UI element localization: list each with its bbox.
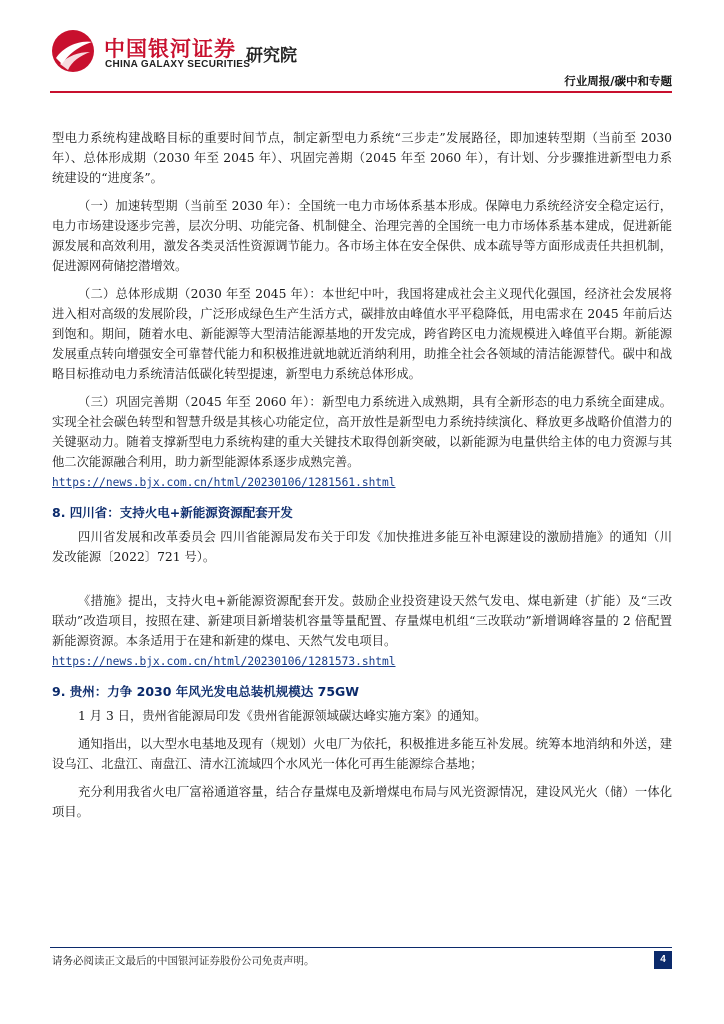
- intro-paragraph: 型电力系统构建战略目标的重要时间节点，制定新型电力系统“三步走”发展路径，即加速转型期（当前至 2030 年）、总体形成期（2030 年至 2045 年）、巩固完善期（2045 年至 2060 年），有计划、分步骤推进新型电力系统建设的“进度条”。: [52, 131, 672, 185]
- footer-divider: [50, 947, 672, 948]
- header-divider: [50, 91, 672, 93]
- page-header: [0, 0, 724, 92]
- logo-english-name: CHINA GALAXY SECURITIES: [105, 59, 251, 70]
- phase1-paragraph: （一）加速转型期（当前至 2030 年）：全国统一电力市场体系基本形成。保障电力系统经济安全稳定运行，电力市场建设逐步完善，层次分明、功能完备、机制健全、治理完善的全国统一电力市场体系基本建成，促进新能源发展和高效利用，激发各类灵活性资源调节能力。各市场主体在安全保供、成本疏导等方面形成责任共担机制，促进源网荷储挖潜增效。: [52, 199, 672, 273]
- phase2-paragraph: （二）总体形成期（2030 年至 2045 年）：本世纪中叶，我国将建成社会主义现代化强国，经济社会发展将进入相对高级的发展阶段，广泛形成绿色生产生活方式，碳排放由峰值水平平稳降低，用电需求在 2045 年前后达到饱和。期间，随着水电、新能源等大型清洁能源基地的开发完成，跨省跨区电力流规模进入峰值平台期。新能源发展重点转向增强安全可靠替代能力和积极推进就地就近消纳利用，助推全社会各领域的清洁能源替代。碳中和战略目标推动电力系统清洁低碳化转型提速，新型电力系统总体形成。: [52, 287, 672, 381]
- report-type: 行业周报/碳中和专题: [564, 74, 672, 88]
- source-link-1[interactable]: https://news.bjx.com.cn/html/20230106/1281561.shtml: [52, 476, 396, 489]
- section-9-para-3: 充分利用我省火电厂富裕通道容量，结合存量煤电及新增煤电布局与风光资源情况，建设风光火（储）一体化项目。: [52, 785, 672, 819]
- footer-disclaimer: 请务必阅读正文最后的中国银河证券股份公司免责声明。: [52, 955, 315, 967]
- section-9-title: 9. 贵州：力争 2030 年风光发电总装机规模达 75GW: [52, 684, 360, 699]
- section-8-body: 《措施》提出，支持火电+新能源资源配套开发。鼓励企业投资建设天然气发电、煤电新建（扩能）及“三改联动”改造项目，按照在建、新建项目新增装机容量等量配置、存量煤电机组“三改联动”新增调峰容量的 2 倍配置新能源资源。本条适用于在建和新建的煤电、天然气发电项目。: [52, 594, 672, 648]
- phase3-paragraph: （三）巩固完善期（2045 年至 2060 年）：新型电力系统进入成熟期，具有全新形态的电力系统全面建成。实现全社会碳色转型和智慧升级是其核心功能定位，高开放性是新型电力系统持续演化、释放更多战略价值潜力的关键驱动力。随着支撑新型电力系统构建的重大关键技术取得创新突破，以新能源为电量供给主体的电力资源与其他二次能源融合利用，助力新型能源体系逐步成熟完善。: [52, 395, 672, 469]
- institute-label: 研究院: [246, 46, 297, 66]
- source-link-2[interactable]: https://news.bjx.com.cn/html/20230106/1281573.shtml: [52, 655, 396, 668]
- page-number: 4: [654, 951, 672, 969]
- main-content: [52, 128, 672, 822]
- logo-chinese-name: 中国银河证券: [104, 37, 236, 61]
- section-8-title: 8. 四川省：支持火电+新能源资源配套开发: [52, 505, 293, 520]
- section-9-para-2: 通知指出，以大型水电基地及现有（规划）火电厂为依托，积极推进多能互补发展。统筹本地消纳和外送，建设乌江、北盘江、南盘江、清水江流域四个水风光一体化可再生能源综合基地；: [52, 737, 672, 771]
- section-9-para-1: 1 月 3 日，贵州省能源局印发《贵州省能源领域碳达峰实施方案》的通知。: [78, 709, 487, 723]
- galaxy-logo-icon: [50, 28, 96, 74]
- section-8-source: 四川省发展和改革委员会 四川省能源局发布关于印发《加快推进多能互补电源建设的激励措施》的通知（川发改能源〔2022〕721 号）。: [52, 530, 672, 564]
